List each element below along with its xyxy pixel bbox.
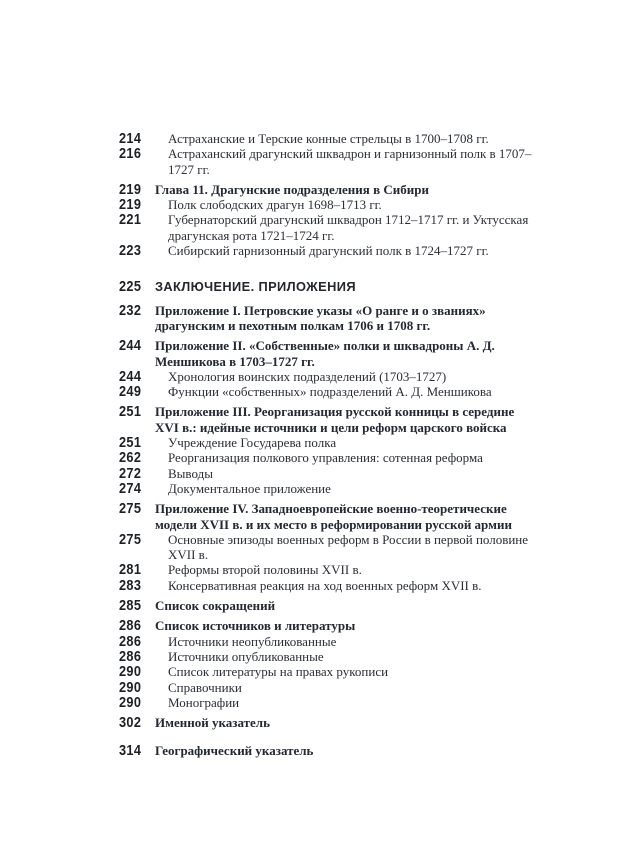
- entry-title: Список источников и литературы: [155, 618, 356, 634]
- entry-title: Приложение III. Реорганизация русской конницы в середине XVI в.: идейные источники и цели реформ царского войска: [155, 404, 515, 435]
- toc-entry: [119, 131, 541, 146]
- page-number: 283: [119, 576, 142, 594]
- entry-title: Приложение IV. Западноевропейские военно-теоретические модели XVII в. и их место в реформировании русской армии: [155, 501, 512, 532]
- page-number: 290: [119, 663, 142, 681]
- page-number: 251: [119, 434, 142, 452]
- page-number: 286: [119, 632, 142, 650]
- entry-title: Хронология воинских подразделений (1703–1727): [168, 368, 447, 384]
- page-number: 244: [119, 337, 142, 355]
- page-number: 302: [119, 714, 142, 732]
- page-number: 286: [119, 647, 142, 665]
- entry-title: Губернаторский драгунский шквадрон 1712–1717 гг. и Уктусская драгунская рота 1721–1724 гг.: [168, 212, 529, 243]
- page-number: 274: [119, 479, 142, 497]
- entry-title: Астраханские и Терские конные стрельцы в 1700–1708 гг.: [168, 131, 489, 146]
- toc-entry: [119, 598, 541, 613]
- toc-entry: [119, 562, 541, 577]
- entry-title: Сибирский гарнизонный драгунский полк в 1724–1727 гг.: [168, 243, 489, 259]
- entry-title: Источники неопубликованные: [168, 633, 337, 649]
- page-number: 286: [119, 617, 142, 635]
- page-number: 219: [119, 196, 142, 214]
- toc-entry: [119, 146, 541, 177]
- toc-entry: [119, 435, 541, 450]
- toc-entry: [119, 466, 541, 481]
- entry-title: Документальное приложение: [168, 480, 331, 496]
- toc-entry: [119, 532, 541, 563]
- page-number: 290: [119, 678, 142, 696]
- entry-title: Реформы второй половины XVII в.: [168, 562, 362, 578]
- page-number: 314: [119, 742, 142, 760]
- page-number: 272: [119, 464, 142, 482]
- page-number: 251: [119, 403, 142, 421]
- toc-entry: [119, 680, 541, 695]
- entry-title: ЗАКЛЮЧЕНИЕ. ПРИЛОЖЕНИЯ: [155, 279, 356, 295]
- entry-title: Справочники: [168, 679, 242, 695]
- page-number: 275: [119, 530, 142, 548]
- toc-list: [119, 131, 541, 759]
- page-number: 214: [119, 130, 142, 147]
- page-number: 221: [119, 211, 142, 229]
- toc-entry: [119, 384, 541, 399]
- toc-entry: [119, 634, 541, 649]
- toc-entry: [119, 578, 541, 593]
- toc-entry: [119, 695, 541, 710]
- page-number: 244: [119, 367, 142, 385]
- entry-title: Приложение II. «Собственные» полки и шквадроны А. Д. Меншикова в 1703–1727 гг.: [155, 338, 495, 369]
- toc-entry: [119, 501, 541, 532]
- entry-title: Список сокращений: [155, 598, 276, 614]
- page-number: 290: [119, 693, 142, 711]
- toc-entry: [119, 618, 541, 633]
- entry-title: Глава 11. Драгунские подразделения в Сибири: [155, 181, 429, 197]
- toc-entry: [119, 338, 541, 369]
- entry-title: Учреждение Государева полка: [168, 435, 337, 451]
- entry-title: Астраханский драгунский шквадрон и гарнизонный полк в 1707–1727 гг.: [168, 146, 532, 177]
- toc-entry: [119, 243, 541, 258]
- entry-title: Полк слободских драгун 1698–1713 гг.: [168, 197, 382, 213]
- page-number: 262: [119, 449, 142, 467]
- page-number: 219: [119, 180, 142, 198]
- entry-title: Источники опубликованные: [168, 648, 324, 664]
- entry-title: Монографии: [168, 694, 240, 710]
- page-number: 285: [119, 597, 142, 615]
- page-number: 275: [119, 500, 142, 518]
- toc-entry: [119, 481, 541, 496]
- toc-entry: [119, 303, 541, 334]
- entry-title: Выводы: [168, 465, 213, 481]
- entry-title: Приложение I. Петровские указы «О ранге и о званиях» драгунским и пехотным полкам 1706 и 1708 гг.: [155, 302, 486, 333]
- page-number: 249: [119, 383, 142, 401]
- page-number: 216: [119, 145, 142, 163]
- toc-entry: [119, 182, 541, 197]
- entry-title: Основные эпизоды военных реформ в России в первой половине XVII в.: [168, 531, 529, 563]
- toc-entry: [119, 664, 541, 679]
- toc-entry: [119, 369, 541, 384]
- toc-entry: [119, 212, 541, 243]
- toc-entry: [119, 279, 541, 294]
- page-number: 281: [119, 561, 142, 579]
- entry-title: Список литературы на правах рукописи: [168, 664, 389, 680]
- toc-entry: [119, 649, 541, 664]
- toc-entry: [119, 197, 541, 212]
- entry-title: Функции «собственных» подразделений А. Д. Меншикова: [168, 384, 492, 400]
- toc-entry: [119, 743, 541, 758]
- page-number: 225: [119, 278, 142, 296]
- toc-entry: [119, 404, 541, 435]
- entry-title: Географический указатель: [155, 743, 314, 759]
- entry-title: Реорганизация полкового управления: сотенная реформа: [168, 450, 483, 466]
- page-number: 232: [119, 301, 142, 319]
- toc-entry: [119, 450, 541, 465]
- page-number: 223: [119, 242, 142, 260]
- toc-entry: [119, 715, 541, 730]
- entry-title: Консервативная реакция на ход военных реформ XVII в.: [168, 577, 482, 593]
- entry-title: Именной указатель: [155, 715, 270, 731]
